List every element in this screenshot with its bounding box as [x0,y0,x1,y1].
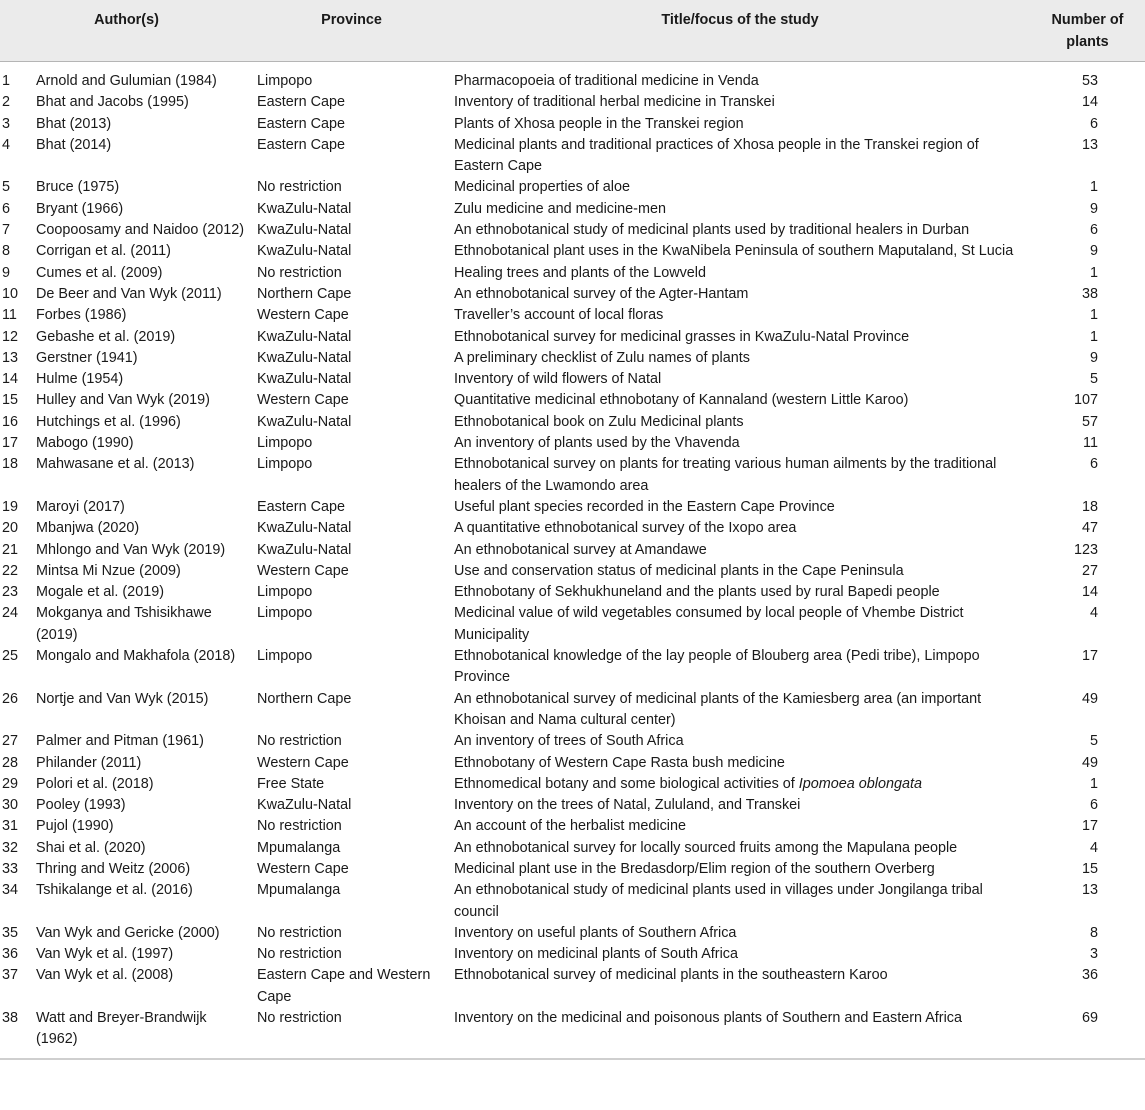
table-row [0,944,1145,965]
row-province: Eastern Cape [257,115,345,132]
row-index: 34 [2,882,19,899]
row-index: 12 [2,328,19,345]
row-province: KwaZulu-Natal [257,413,352,430]
table-header [0,0,1145,62]
row-number-of-plants: 1 [1089,179,1098,196]
row-author: Hulley and Van Wyk (2019) [36,392,210,409]
row-author: Coopoosamy and Naidoo (2012) [36,222,244,239]
row-title: Ethnobotanical plant uses in the KwaNibela Peninsula of southern Maputaland, St Lucia [454,243,1014,260]
row-author: Mogale et al. (2019) [36,584,164,601]
row-index: 30 [2,797,19,814]
row-number-of-plants: 13 [1081,882,1098,899]
row-title: An inventory of plants used by the Vhavenda [454,435,740,452]
row-index: 10 [2,285,19,302]
row-province: Western Cape [257,562,349,579]
row-author: Philander (2011) [36,754,142,771]
row-number-of-plants: 9 [1089,349,1098,366]
row-title: Inventory of wild flowers of Natal [454,371,662,388]
row-number-of-plants: 17 [1081,818,1098,835]
row-title: Traveller’s account of local floras [454,307,664,324]
row-title: Pharmacopoeia of traditional medicine in Venda [454,73,759,89]
row-number-of-plants: 36 [1081,967,1098,984]
row-title: Inventory on the trees of Natal, Zululand, and Transkei [454,797,801,814]
table-row [0,859,1145,880]
table-row [0,263,1145,284]
table-row [0,646,1145,689]
row-province: Western Cape [257,860,349,877]
row-author: Van Wyk et al. (1997) [36,946,174,963]
table-row [0,795,1145,816]
table-row [0,838,1145,859]
row-index: 15 [2,392,19,409]
row-province: Eastern Cape [257,94,345,111]
row-author: Cumes et al. (2009) [36,264,163,281]
table-row [0,880,1145,923]
table-row [0,114,1145,135]
row-province: No restriction [257,924,342,941]
row-index: 20 [2,520,19,537]
row-title: An ethnobotanical study of medicinal plants used in villages under Jongilanga tribal council [454,882,983,920]
row-province: Mpumalanga [257,839,341,856]
row-index: 2 [2,94,11,111]
row-number-of-plants: 13 [1081,136,1098,153]
row-number-of-plants: 4 [1089,839,1098,856]
table-row [0,540,1145,561]
row-province: Eastern Cape [257,498,345,515]
row-title: An inventory of trees of South Africa [454,733,684,750]
row-number-of-plants: 6 [1089,797,1098,814]
table-row [0,923,1145,944]
row-index: 26 [2,690,19,707]
row-author: Gebashe et al. (2019) [36,328,176,345]
table-row [0,177,1145,198]
row-title: Useful plant species recorded in the Eastern Cape Province [454,498,835,515]
row-author: Bhat and Jacobs (1995) [36,94,189,111]
row-author: Mokganya and Tshisikhawe (2019) [36,605,212,643]
row-province: Western Cape [257,307,349,324]
row-author: Shai et al. (2020) [36,839,146,856]
row-number-of-plants: 9 [1089,243,1098,260]
table-row [0,561,1145,582]
row-index: 7 [2,222,11,239]
row-province: Northern Cape [257,285,352,302]
row-number-of-plants: 1 [1089,328,1098,345]
row-index: 23 [2,584,19,601]
row-index: 17 [2,435,19,452]
row-title-text: Ethnomedical botany and some biological activities of [454,775,795,792]
row-number-of-plants: 57 [1081,413,1098,430]
row-title: An ethnobotanical study of medicinal plants used by traditional healers in Durban [454,222,970,239]
row-title: Ethnobotanical survey of medicinal plants in the southeastern Karoo [454,967,888,984]
table-row [0,753,1145,774]
row-province: No restriction [257,264,342,281]
row-title: Ethnobotanical book on Zulu Medicinal plants [454,413,744,430]
row-number-of-plants: 8 [1089,924,1098,941]
row-province: Mpumalanga [257,882,341,899]
header-plants-line2: plants [1066,34,1109,50]
row-number-of-plants: 123 [1073,541,1098,558]
row-number-of-plants: 53 [1081,73,1098,89]
row-index: 24 [2,605,19,622]
row-index: 19 [2,498,19,515]
row-author: Mongalo and Makhafola (2018) [36,648,236,665]
row-province: Limpopo [257,456,313,473]
row-index: 35 [2,924,19,941]
row-index: 25 [2,648,19,665]
row-author: Forbes (1986) [36,307,127,324]
row-author: Hulme (1954) [36,371,124,388]
row-province: KwaZulu-Natal [257,541,352,558]
row-number-of-plants: 5 [1089,733,1098,750]
row-title: Ethnobotanical survey on plants for treating various human ailments by the traditional healers of the Lwamondo area [454,456,997,494]
row-index: 11 [2,307,17,324]
row-title: Ethnobotany of Sekhukhuneland and the plants used by rural Bapedi people [454,584,940,601]
row-author: Gerstner (1941) [36,349,138,366]
row-author: Bryant (1966) [36,200,124,217]
row-title: Medicinal value of wild vegetables consumed by local people of Vhembe District Municipality [454,605,964,643]
table-row [0,327,1145,348]
row-author: Watt and Breyer-Brandwijk (1962) [36,1008,253,1059]
row-number-of-plants: 4 [1089,605,1098,622]
row-number-of-plants: 6 [1089,222,1098,239]
row-author: Mbanjwa (2020) [36,520,140,537]
row-author: Palmer and Pitman (1961) [36,733,204,750]
row-province: No restriction [257,818,342,835]
table-row [0,369,1145,390]
table-row [0,220,1145,241]
row-title: Inventory on useful plants of Southern Africa [454,924,737,941]
row-author: Bhat (2014) [36,136,112,153]
row-title: Ethnobotanical survey for medicinal grasses in KwaZulu-Natal Province [454,328,910,345]
header-province: Province [253,0,450,62]
row-number-of-plants: 18 [1081,498,1098,515]
row-number-of-plants: 1 [1089,775,1098,792]
row-title: Quantitative medicinal ethnobotany of Kannaland (western Little Karoo) [454,392,909,409]
row-number-of-plants: 47 [1081,520,1098,537]
row-author: Mhlongo and Van Wyk (2019) [36,541,226,558]
row-number-of-plants: 6 [1089,456,1098,473]
row-index: 38 [0,1008,36,1059]
row-number-of-plants: 9 [1089,200,1098,217]
row-title: An ethnobotanical survey for locally sourced fruits among the Mapulana people [454,839,958,856]
table-row [0,241,1145,262]
table-row [0,62,1145,93]
table-row [0,92,1145,113]
header-plants-line1: Number of [1051,12,1124,28]
row-index: 6 [2,200,11,217]
table-row [0,518,1145,539]
row-number-of-plants: 1 [1089,264,1098,281]
row-index: 18 [2,456,19,473]
row-title [450,774,1030,795]
row-title: Inventory of traditional herbal medicine in Transkei [454,94,775,111]
row-number-of-plants: 27 [1081,562,1098,579]
row-title: Plants of Xhosa people in the Transkei region [454,115,744,132]
row-province: Northern Cape [257,690,352,707]
row-title: Zulu medicine and medicine-men [454,200,666,217]
row-province: Western Cape [257,754,349,771]
row-province: Free State [257,775,325,792]
table-body [0,62,1145,1059]
table-row [0,412,1145,433]
table-row [0,731,1145,752]
row-index: 32 [2,839,19,856]
row-province: KwaZulu-Natal [257,371,352,388]
row-number-of-plants: 15 [1081,860,1098,877]
row-number-of-plants: 38 [1081,285,1098,302]
row-index: 8 [2,243,11,260]
row-index: 27 [2,733,19,750]
row-province: Limpopo [257,584,313,601]
header-number-of-plants [1030,0,1145,62]
row-number-of-plants: 11 [1083,435,1098,452]
table-row [0,284,1145,305]
table-row [0,965,1145,1008]
row-number-of-plants: 1 [1089,307,1098,324]
row-author: Van Wyk and Gericke (2000) [36,924,220,941]
row-title-species: Ipomoea oblongata [798,775,923,792]
row-title: Inventory on medicinal plants of South Africa [454,946,738,963]
row-province: Limpopo [257,648,313,665]
table-row [0,689,1145,732]
table-row [0,433,1145,454]
row-province: Western Cape [257,392,349,409]
row-title: Use and conservation status of medicinal plants in the Cape Peninsula [454,562,904,579]
table-row [0,1008,1145,1059]
row-author: De Beer and Van Wyk (2011) [36,285,222,302]
row-index: 37 [2,967,19,984]
row-province: KwaZulu-Natal [257,200,352,217]
header-row [0,0,1145,62]
row-title: Inventory on the medicinal and poisonous plants of Southern and Eastern Africa [450,1008,1030,1059]
row-province: KwaZulu-Natal [257,328,352,345]
row-province: No restriction [257,733,342,750]
row-author: Nortje and Van Wyk (2015) [36,690,209,707]
row-author: Tshikalange et al. (2016) [36,882,193,899]
row-province: No restriction [253,1008,450,1059]
header-author: Author(s) [0,0,253,62]
row-title: An ethnobotanical survey of medicinal plants of the Kamiesberg area (an important Khoisan and Nama cultural center) [454,690,982,728]
row-author: Pooley (1993) [36,797,126,814]
row-number-of-plants: 14 [1081,94,1098,111]
row-title: Ethnobotany of Western Cape Rasta bush medicine [454,754,785,771]
row-province: KwaZulu-Natal [257,797,352,814]
row-province: KwaZulu-Natal [257,243,352,260]
row-author: Hutchings et al. (1996) [36,413,181,430]
row-province: KwaZulu-Natal [257,520,352,537]
row-index: 28 [2,754,19,771]
row-index: 16 [2,413,19,430]
row-province: KwaZulu-Natal [257,349,352,366]
table-row [0,454,1145,497]
row-index: 21 [2,541,19,558]
row-province: Limpopo [257,605,313,622]
table-row [0,497,1145,518]
table-row [0,390,1145,411]
row-author: Polori et al. (2018) [36,775,154,792]
row-title: Medicinal plants and traditional practices of Xhosa people in the Transkei region of Eastern Cape [454,136,979,175]
row-title: Ethnobotanical knowledge of the lay people of Blouberg area (Pedi tribe), Limpopo Province [454,648,980,686]
row-author: Pujol (1990) [36,818,114,835]
row-author: Mahwasane et al. (2013) [36,456,195,473]
table-row [0,816,1145,837]
row-number-of-plants: 17 [1081,648,1098,665]
row-index: 9 [2,264,11,281]
row-title: Medicinal properties of aloe [454,179,630,196]
row-number-of-plants: 69 [1030,1008,1145,1059]
row-province: Eastern Cape [257,136,345,153]
row-author: Bhat (2013) [36,115,112,132]
row-index: 14 [2,371,19,388]
row-index: 5 [2,179,11,196]
table-row [0,199,1145,220]
row-index: 29 [2,775,19,792]
row-province: Eastern Cape and Western Cape [257,967,431,1005]
row-author: Mabogo (1990) [36,435,134,452]
table-row [0,348,1145,369]
table-row [0,582,1145,603]
row-title: A quantitative ethnobotanical survey of the Ixopo area [454,520,797,537]
row-author: Arnold and Gulumian (1984) [36,73,217,89]
row-number-of-plants: 5 [1089,371,1098,388]
table-row [0,305,1145,326]
row-index: 13 [2,349,19,366]
row-index: 22 [2,562,19,579]
row-index: 3 [2,115,11,132]
row-index: 31 [2,818,19,835]
row-number-of-plants: 6 [1089,115,1098,132]
table-row [0,774,1145,795]
row-province: Limpopo [257,73,313,89]
row-province: No restriction [257,946,342,963]
row-province: KwaZulu-Natal [257,222,352,239]
row-author: Bruce (1975) [36,179,120,196]
row-title: Healing trees and plants of the Lowveld [454,264,706,281]
row-index: 4 [2,136,11,153]
row-number-of-plants: 14 [1081,584,1098,601]
row-province: No restriction [257,179,342,196]
table-row [0,603,1145,646]
header-title: Title/focus of the study [450,0,1030,62]
row-title: An ethnobotanical survey of the Agter-Hantam [454,285,749,302]
row-author: Maroyi (2017) [36,498,125,515]
row-author: Van Wyk et al. (2008) [36,967,174,984]
table-row [0,135,1145,178]
row-title: An ethnobotanical survey at Amandawe [454,541,707,558]
row-author: Mintsa Mi Nzue (2009) [36,562,181,579]
row-index: 36 [2,946,19,963]
row-number-of-plants: 107 [1073,392,1098,409]
row-index: 1 [2,73,11,89]
row-number-of-plants: 49 [1081,690,1098,707]
row-title: Medicinal plant use in the Bredasdorp/Elim region of the southern Overberg [454,860,935,877]
row-index: 33 [2,860,19,877]
row-title: An account of the herbalist medicine [454,818,686,835]
row-number-of-plants: 3 [1089,946,1098,963]
row-author: Corrigan et al. (2011) [36,243,171,260]
row-province: Limpopo [257,435,313,452]
row-title: A preliminary checklist of Zulu names of plants [454,349,750,366]
row-number-of-plants: 49 [1081,754,1098,771]
row-author: Thring and Weitz (2006) [36,860,191,877]
